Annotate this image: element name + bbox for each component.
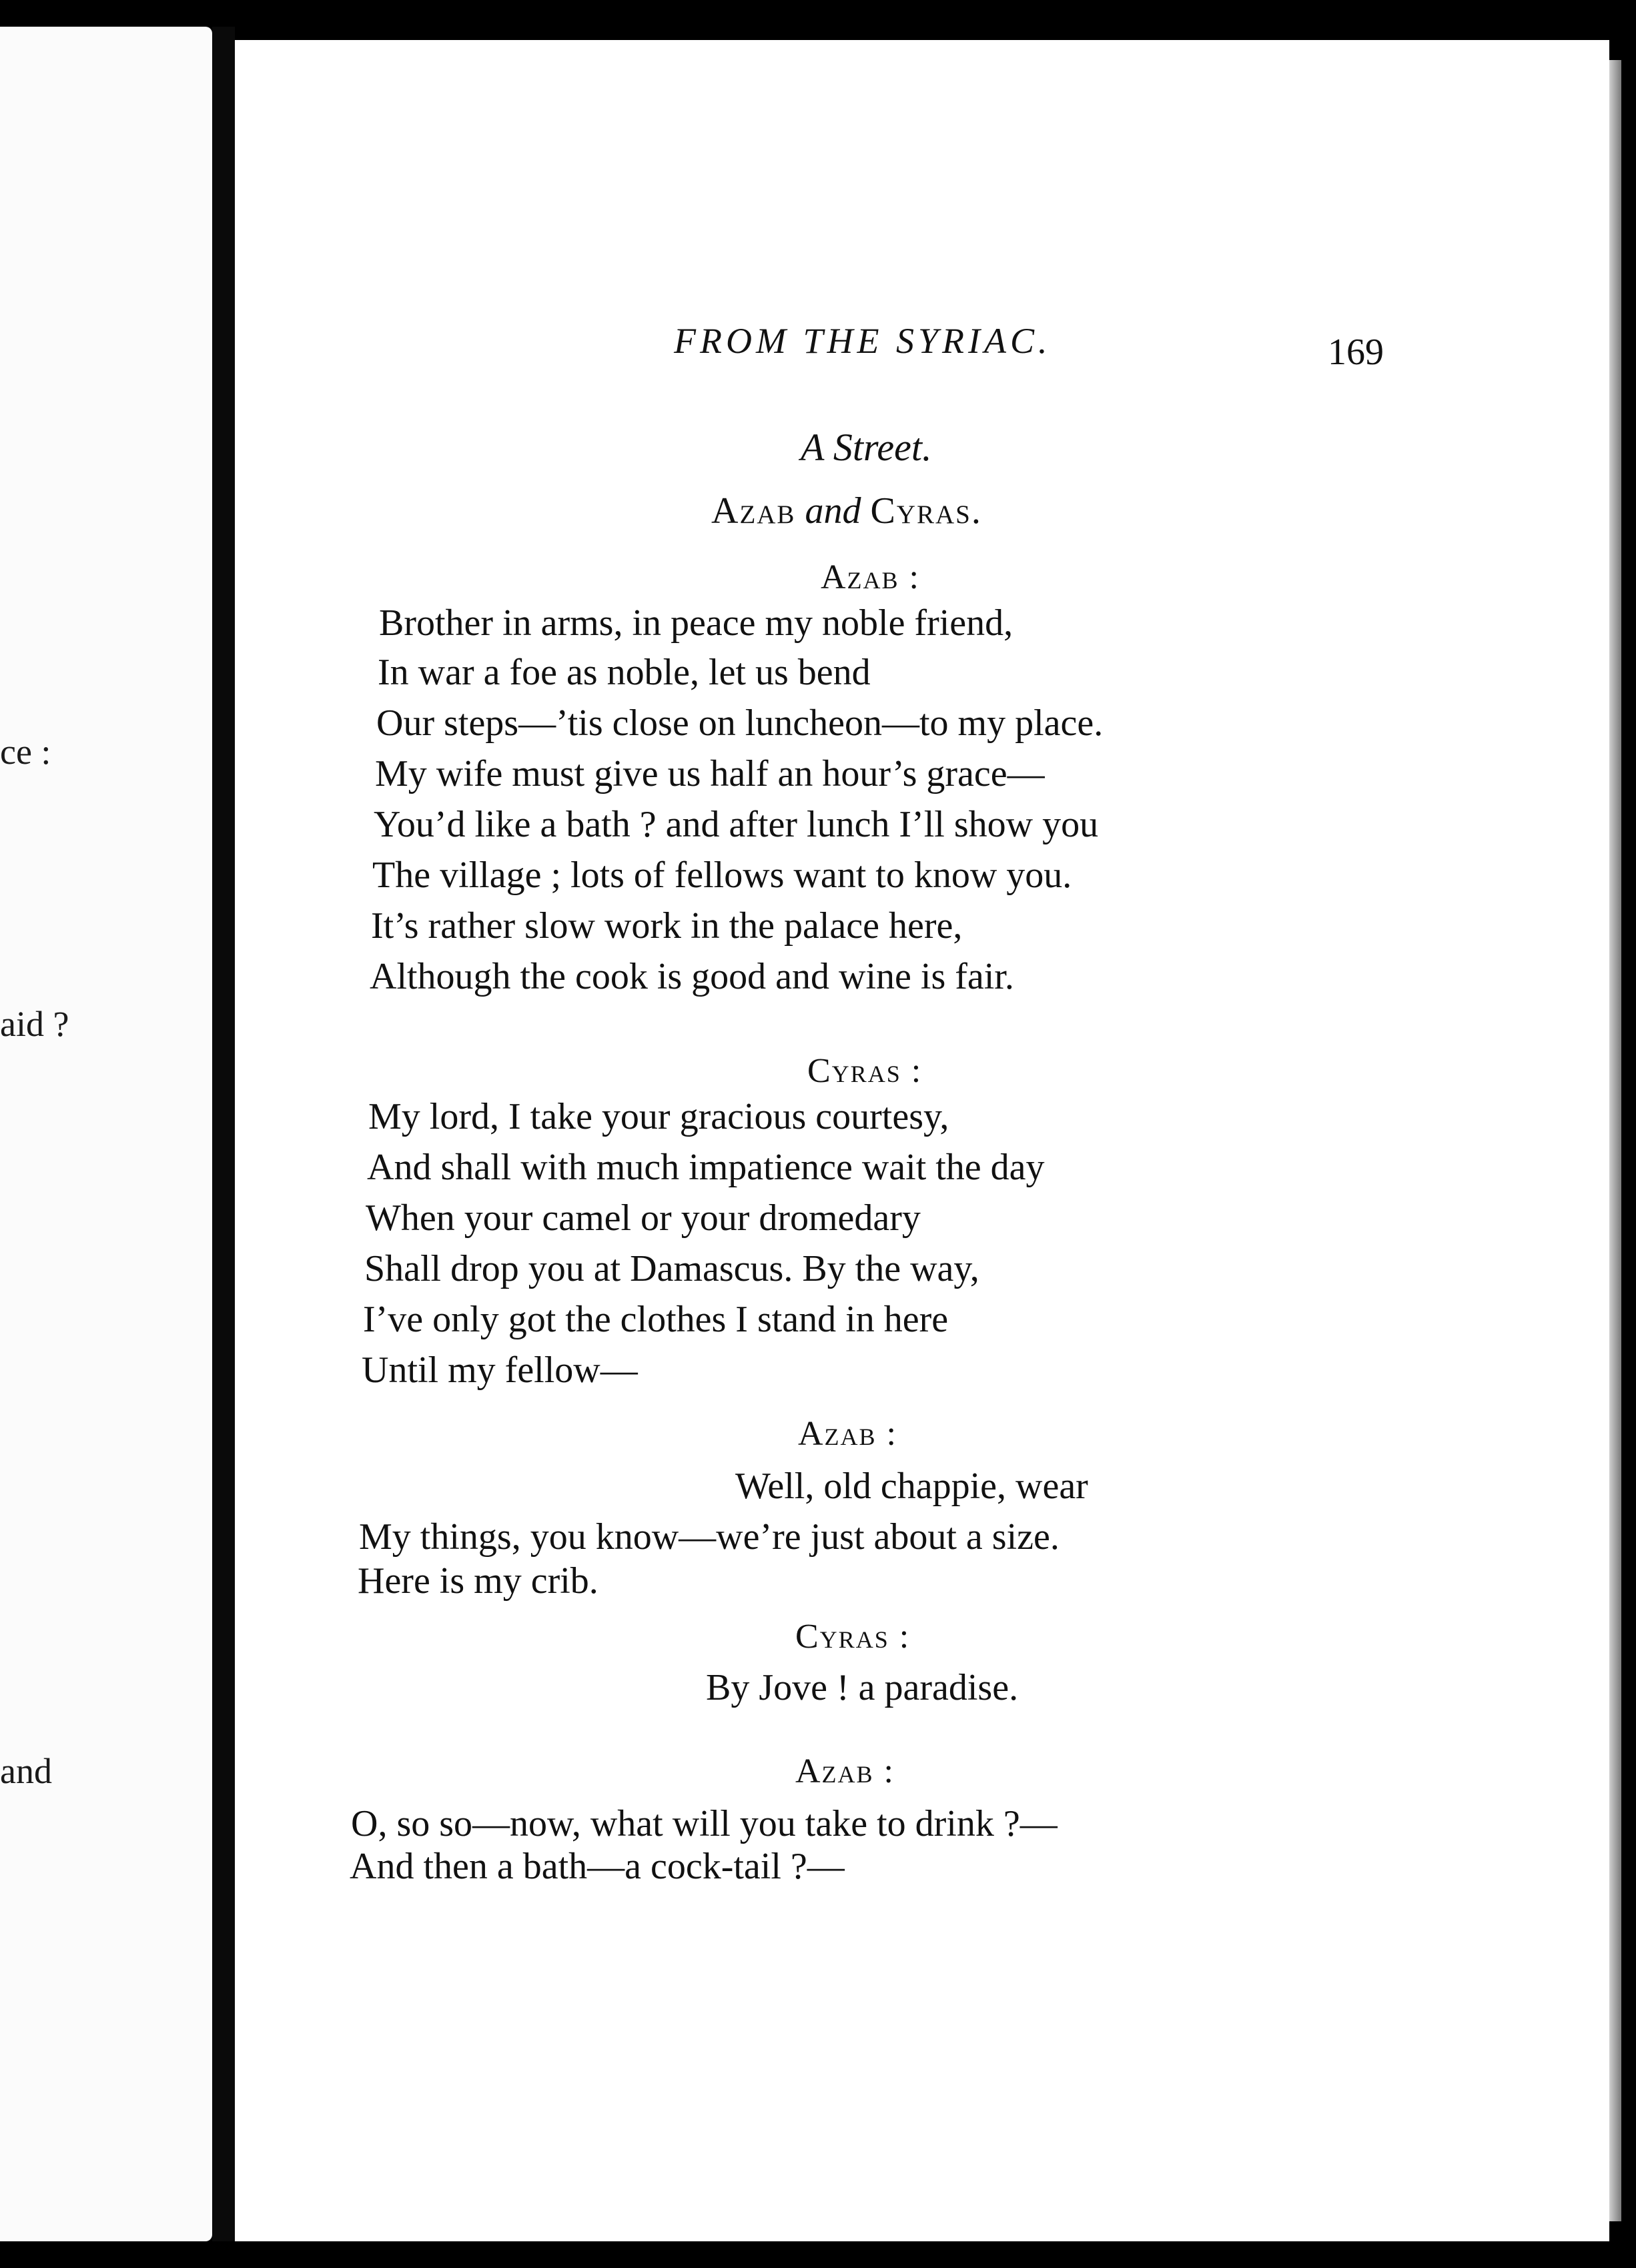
verse-line: When your camel or your dromedary	[366, 1197, 921, 1239]
previous-page-edge	[0, 27, 212, 2241]
character-name: Azab	[711, 490, 796, 532]
verse-line: In war a foe as noble, let us bend	[378, 652, 871, 693]
page-edge-shadow	[1609, 60, 1621, 2221]
verse-line: Although the cook is good and wine is fair.	[370, 956, 1014, 997]
verse-line: The village ; lots of fellows want to know you.	[372, 855, 1072, 896]
speaker-label: Azab :	[795, 1752, 895, 1790]
verse-line: Shall drop you at Damascus. By the way,	[364, 1248, 979, 1289]
left-page-fragment: ce :	[0, 732, 51, 772]
verse-line: Brother in arms, in peace my noble friend,	[379, 602, 1013, 644]
book-gutter	[212, 27, 235, 2241]
speaker-label: Azab :	[821, 558, 920, 596]
verse-line: My things, you know—we’re just about a size.	[359, 1516, 1060, 1558]
current-page	[235, 40, 1609, 2241]
verse-line: And then a bath—a cock-tail ?—	[350, 1846, 845, 1887]
verse-line: I’ve only got the clothes I stand in here	[363, 1299, 949, 1340]
verse-line: It’s rather slow work in the palace here,	[371, 905, 963, 947]
verse-line: My wife must give us half an hour’s grace—	[375, 753, 1045, 794]
verse-line: My lord, I take your gracious courtesy,	[368, 1096, 949, 1137]
character-name: Cyras.	[870, 490, 982, 532]
left-page-fragment: aid ?	[0, 1004, 69, 1044]
verse-line: You’d like a bath ? and after lunch I’ll show you	[374, 804, 1099, 845]
conjunction: and	[805, 490, 861, 532]
verse-line: Our steps—’tis close on luncheon—to my place.	[376, 702, 1104, 744]
scene-setting: A Street.	[801, 426, 932, 469]
verse-line: O, so so—now, what will you take to drink ?—	[351, 1803, 1058, 1844]
left-page-fragment: and	[0, 1751, 52, 1791]
speaker-label: Azab :	[798, 1415, 897, 1453]
speaker-label: Cyras :	[807, 1052, 923, 1090]
verse-line: Here is my crib.	[358, 1560, 598, 1602]
verse-line: Well, old chappie, wear	[735, 1466, 1088, 1507]
verse-line: And shall with much impatience wait the day	[367, 1147, 1045, 1188]
scene-characters	[711, 492, 982, 530]
verse-line: Until my fellow—	[362, 1349, 638, 1391]
speaker-label: Cyras :	[795, 1618, 911, 1656]
page-number: 169	[1328, 332, 1384, 373]
running-title: FROM THE SYRIAC.	[674, 321, 1052, 361]
verse-line: By Jove ! a paradise.	[706, 1667, 1019, 1708]
